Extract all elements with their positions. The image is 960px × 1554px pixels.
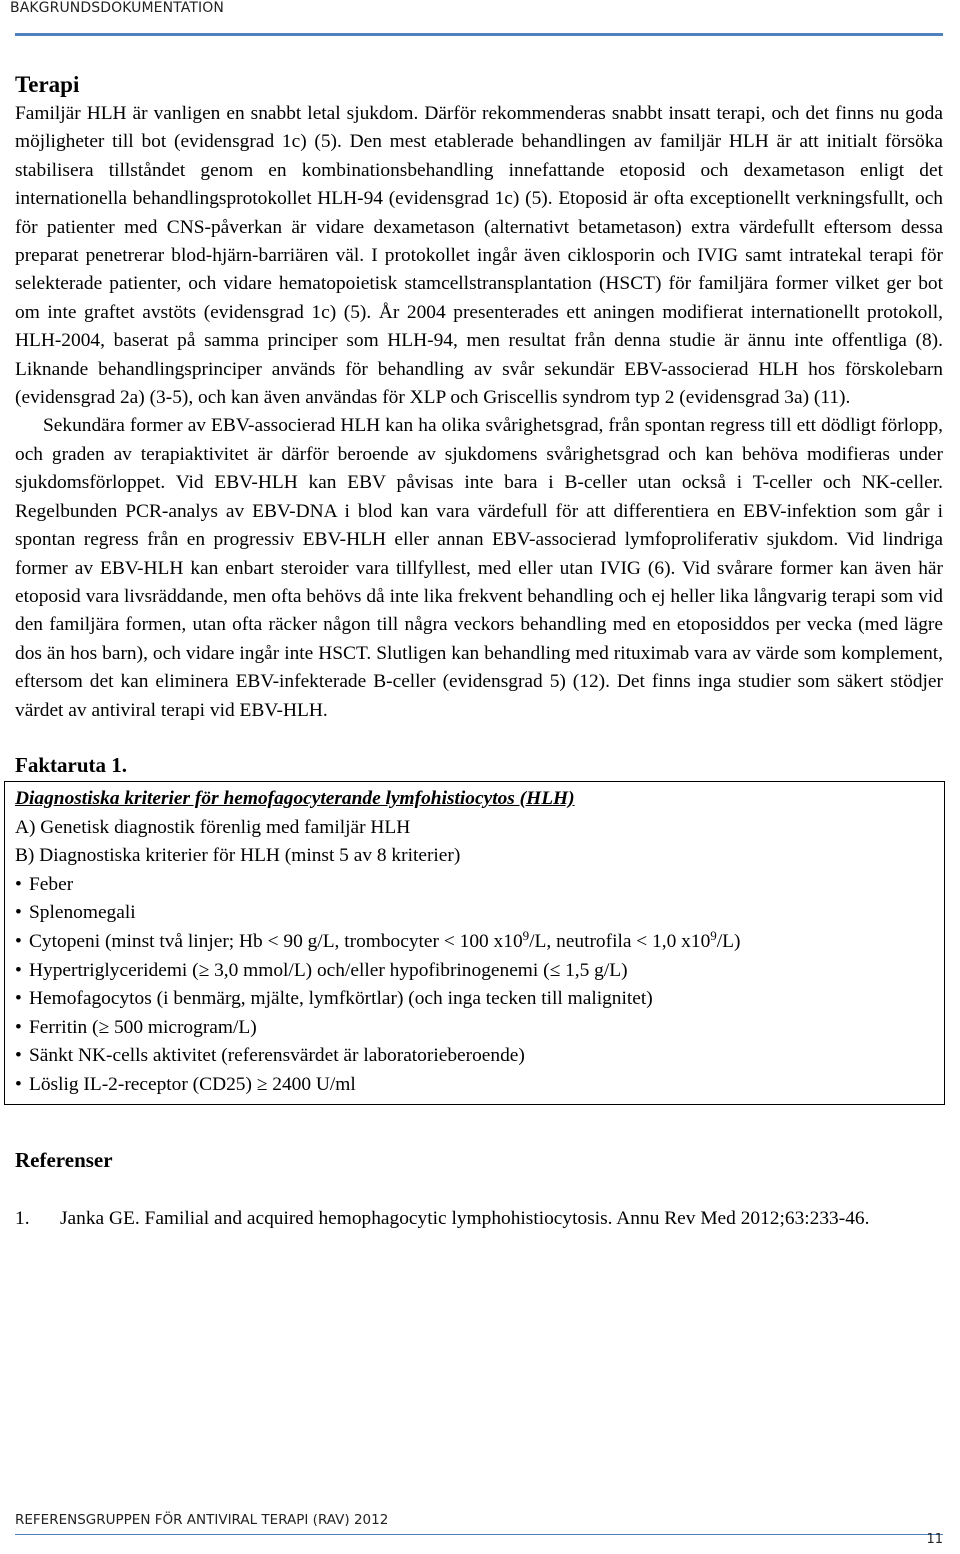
- fact-box-title: Diagnostiska kriterier för hemofagocyterande lymfohistiocytos (HLH): [15, 787, 575, 809]
- superscript: 9: [522, 927, 530, 943]
- paragraph-secondary-forms: Sekundära former av EBV-associerad HLH kan ha olika svårighetsgrad, från spontan regress till ett dödligt förlopp, och graden av terapiaktivitet är därför beroende av sjukdomens svårighetsgrad och kan behöva modifieras under sjukdomsförloppet. Vid EBV-HLH kan EBV påvisas inte bara i B-celler utan också i T-celler och NK-celler. Regelbunden PCR-analys av EBV-DNA i blod kan vara värdefull för att differentiera en EBV-infektion som går i spontan regress från en progressiv EBV-HLH eller annan EBV-associerad lymfoproliferativ sjukdom. Vid lindriga former av EBV-HLH kan enbart steroider vara tillfyllest, med eller utan IVIG (6). Vid svårare former kan även här etoposid vara livsräddande, men ofta behövs då inte lika frekvent behandling och ej heller lika långvarig terapi som vid den familjära formen, utan ofta räcker någon till några veckors behandling med en etoposiddos per vecka (med lägre dos än hos barn), och vidare ingår inte HSCT. Slutligen kan behandling med rituximab vara av värde som komplement, eftersom det kan eliminera EBV-infekterade B-celler (evidensgrad 5) (12). Det finns inga studier som säkert stödjer värdet av antiviral terapi vid EBV-HLH.: [15, 415, 943, 721]
- criterion-text: /L): [716, 930, 741, 952]
- page-number: 11: [926, 1532, 943, 1547]
- fact-box-heading: Faktaruta 1.: [15, 752, 127, 777]
- header-rule: [15, 33, 943, 36]
- bullet-icon: •: [15, 1045, 22, 1067]
- criterion-text: /L, neutrofila < 1,0 x10: [529, 930, 711, 952]
- list-item: [15, 1042, 944, 1071]
- criterion-text: Cytopeni (minst två linjer; Hb < 90 g/L, trombocyter < 100 x10: [29, 930, 523, 952]
- criterion-text: Feber: [29, 873, 74, 895]
- bullet-icon: •: [15, 988, 22, 1010]
- page-content: [15, 70, 943, 1234]
- bullet-icon: •: [15, 1073, 22, 1095]
- list-item: [15, 928, 944, 957]
- criterion-text: Löslig IL-2-receptor (CD25) ≥ 2400 U/ml: [29, 1073, 356, 1095]
- reference-number: 1.: [15, 1208, 30, 1230]
- footer-rule: [15, 1534, 943, 1535]
- criterion-text: Sänkt NK-cells aktivitet (referensvärdet är laboratorieberoende): [29, 1045, 525, 1067]
- list-item: [15, 957, 944, 986]
- list-item: [15, 871, 944, 900]
- bullet-icon: •: [15, 873, 22, 895]
- bullet-icon: •: [15, 959, 22, 981]
- criterion-text: Hypertriglyceridemi (≥ 3,0 mmol/L) och/eller hypofibrinogenemi (≤ 1,5 g/L): [29, 959, 628, 981]
- bullet-icon: •: [15, 1016, 22, 1038]
- paragraph-therapy: Familjär HLH är vanligen en snabbt letal sjukdom. Därför rekommenderas snabbt insatt terapi, och det finns nu goda möjligheter till bot (evidensgrad 1c) (5). Den mest etablerade behandlingen av familjär HLH är att initialt försöka stabilisera tillståndet genom en kombinationsbehandling innefattande etoposid och dexametason enligt det internationella behandlingsprotokollet HLH-94 (evidensgrad 1c) (5). Etoposid är ofta exceptionellt verkningsfullt, och för patienter med CNS-påverkan är vidare dexametason (alternativt betametason) extra värdefullt eftersom dessa preparat penetrerar blod-hjärn-barriären väl. I protokollet ingår även ciklosporin och IVIG samt intratekal terapi för selekterade patienter, och vidare hematopoietisk stamcellstransplantation (HSCT) för familjära former vilket ger bot om inte graftet avstöts (evidensgrad 1c) (5). År 2004 presenterades ett aningen modifierat internationellt protokoll, HLH-2004, baserat på samma principer som HLH-94, men resultat från denna studie är ännu inte offentliga (8). Liknande behandlingsprinciper används för behandling av svår sekundär EBV-associerad HLH hos förskolebarn (evidensgrad 2a) (3-5), och kan även användas för XLP och Griscellis syndrom typ 2 (evidensgrad 3a) (11).: [15, 103, 943, 409]
- criterion-a: A) Genetisk diagnostik förenlig med familjär HLH: [15, 816, 411, 838]
- list-item: [15, 1071, 944, 1100]
- criterion-text: Splenomegali: [29, 902, 136, 924]
- superscript: 9: [710, 927, 717, 943]
- section-title: Terapi: [15, 72, 80, 97]
- criterion-b: B) Diagnostiska kriterier för HLH (minst 5 av 8 kriterier): [15, 845, 461, 867]
- list-item: [15, 1014, 944, 1043]
- bullet-icon: •: [15, 930, 22, 952]
- reference-text: Janka GE. Familial and acquired hemophagocytic lymphohistiocytosis. Annu Rev Med 2012;63:233-46.: [60, 1208, 870, 1230]
- fact-box: [4, 781, 945, 1106]
- list-item: [15, 899, 944, 928]
- list-item: [15, 985, 944, 1014]
- running-footer: REFERENSGRUPPEN FÖR ANTIVIRAL TERAPI (RAV) 2012: [15, 1512, 389, 1528]
- running-header: BAKGRUNDSDOKUMENTATION: [10, 0, 224, 16]
- references-heading: Referenser: [15, 1148, 113, 1173]
- criterion-text: Hemofagocytos (i benmärg, mjälte, lymfkörtlar) (och inga tecken till malignitet): [29, 988, 653, 1010]
- bullet-icon: •: [15, 902, 22, 924]
- criterion-text: Ferritin (≥ 500 microgram/L): [29, 1016, 257, 1038]
- criteria-list: [15, 871, 944, 1100]
- reference-item: [15, 1205, 943, 1233]
